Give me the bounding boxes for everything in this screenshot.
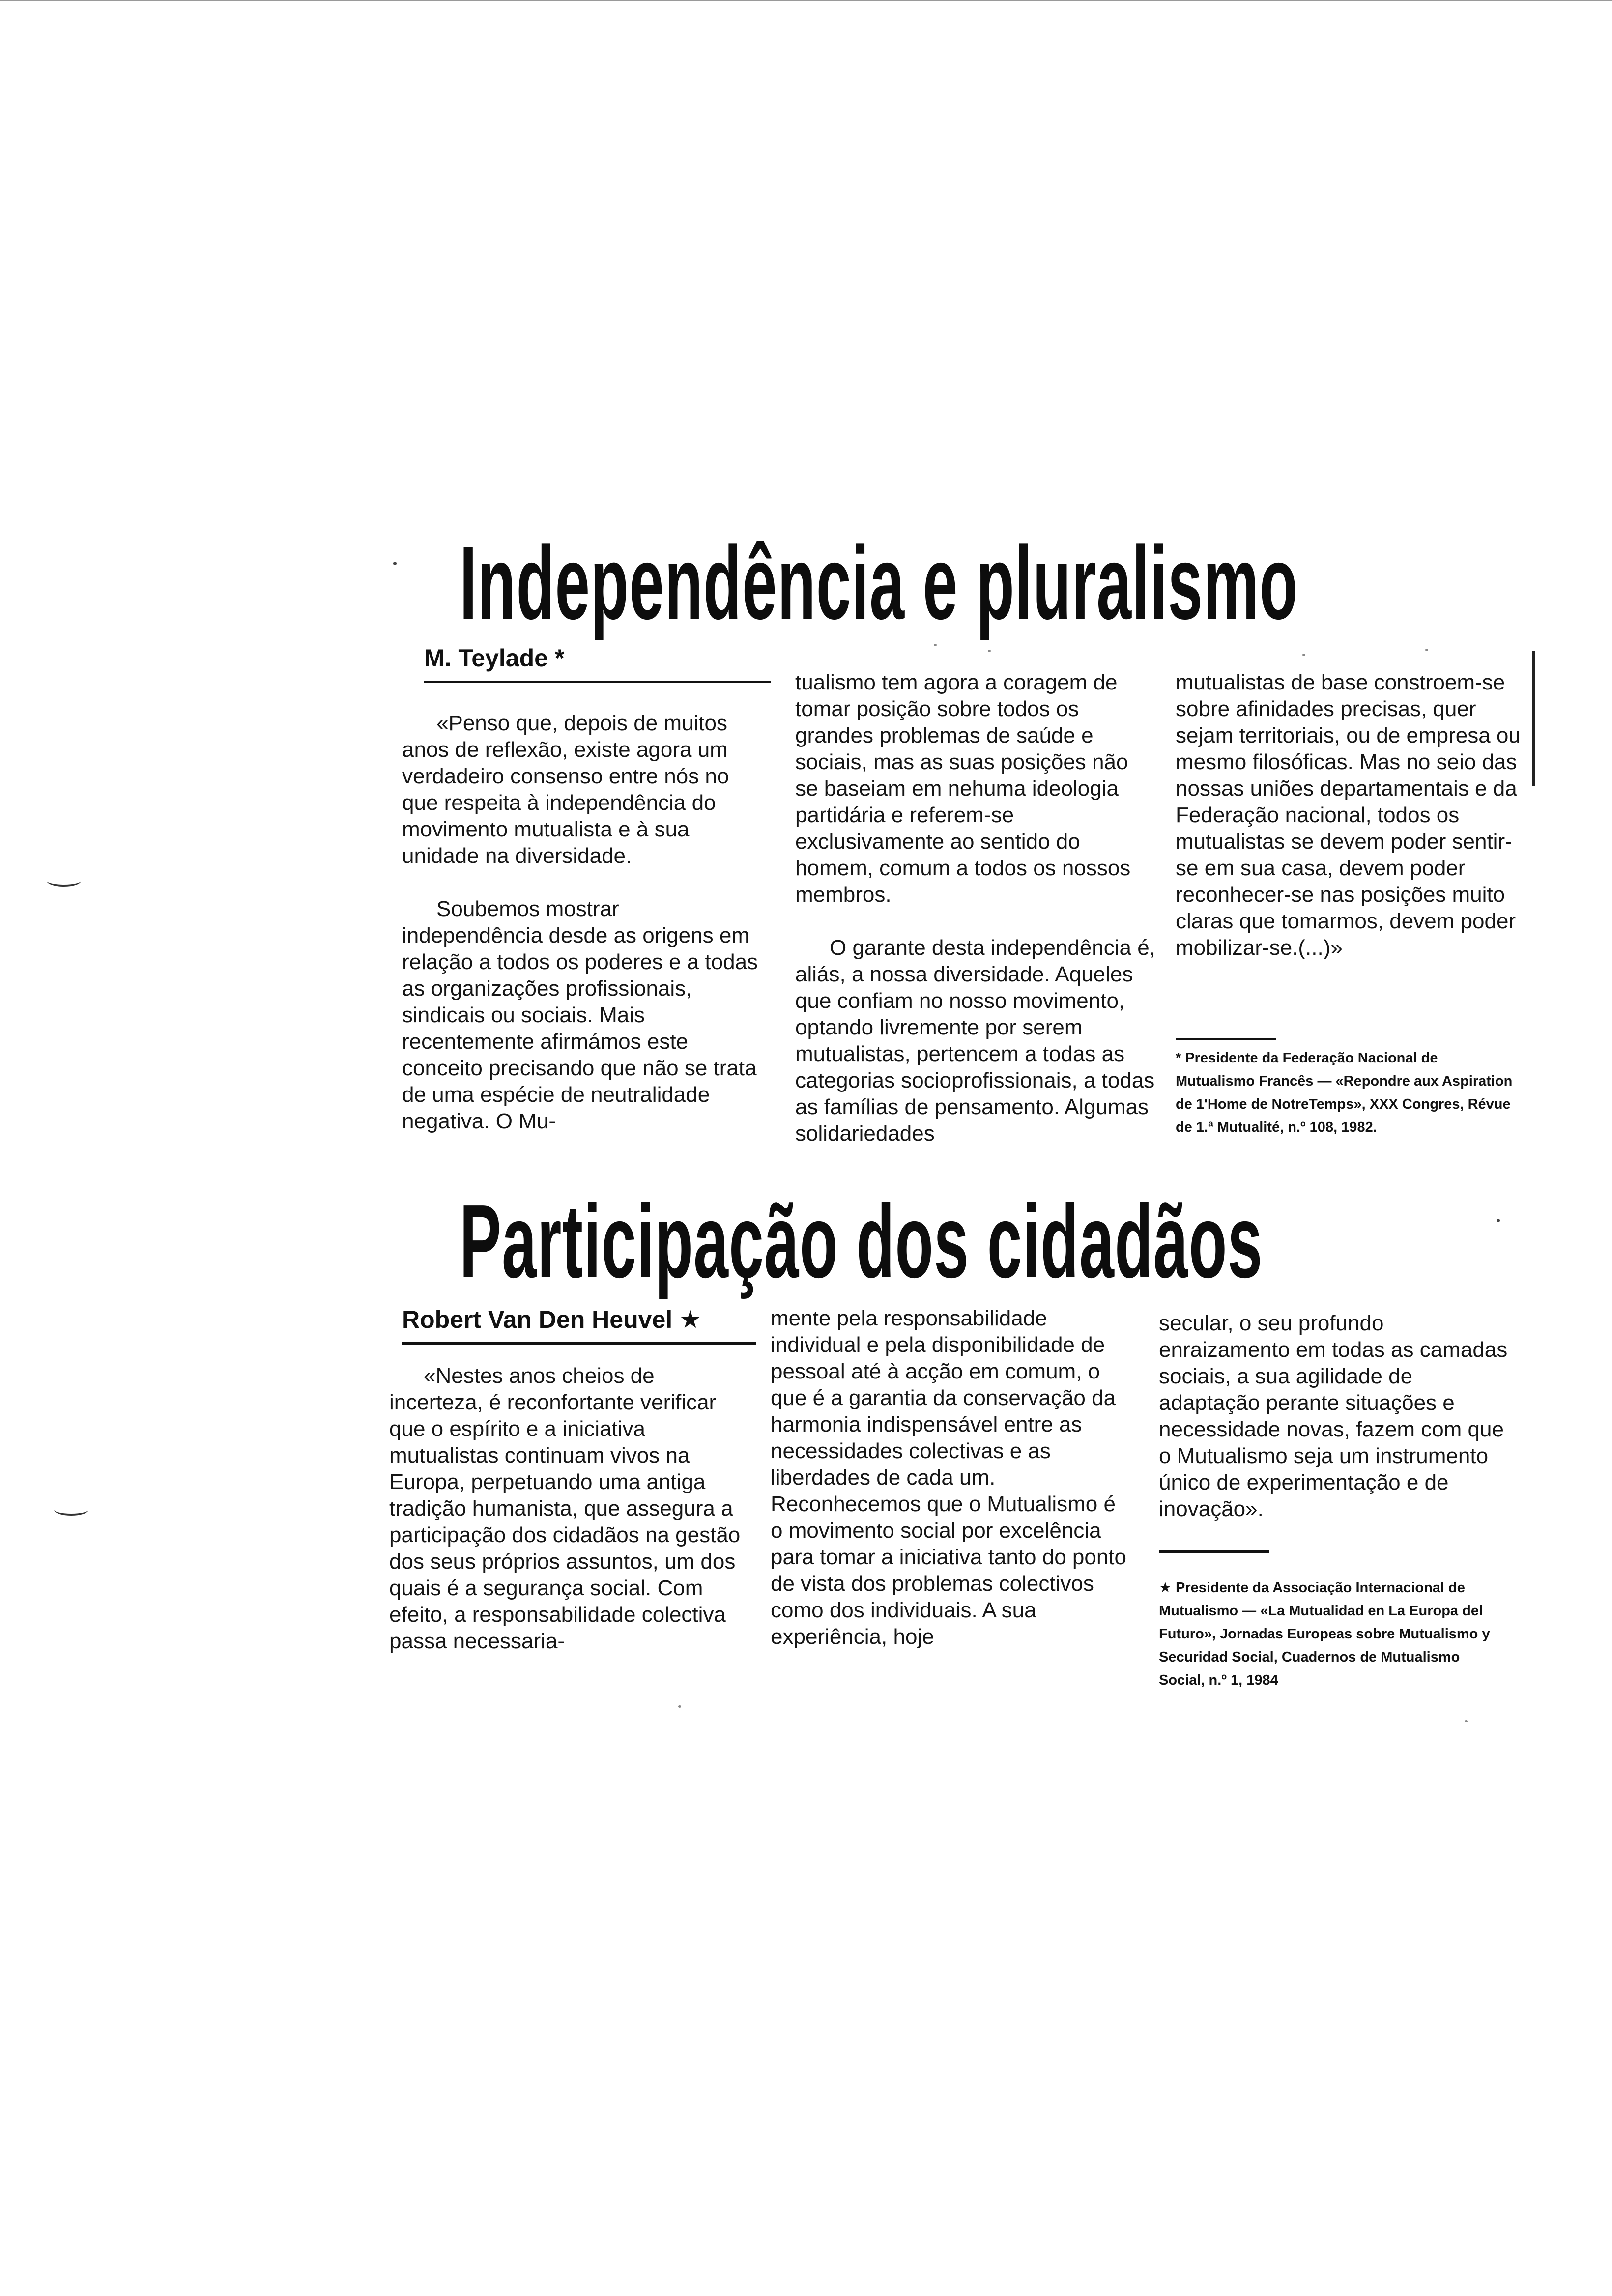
article1-col2-paragraph: tualismo tem agora a coragem de tomar posição sobre todos os grandes problemas de saúde e sociais, mas as suas posições não se baseiam em nehuma ideologia partidária e referem-se exclusivamente ao sentido do homem, comum a todos os nossos membros. — [795, 670, 1131, 907]
article1-headline: Independência e pluralismo — [460, 524, 1298, 641]
article2-author-marker: ★ — [679, 1306, 701, 1333]
article2-headline: Participação dos cidadãos — [460, 1183, 1263, 1299]
scan-speck — [988, 650, 991, 652]
article2-author: Robert Van Den Heuvel — [402, 1306, 673, 1333]
article1-column-3 — [1176, 669, 1529, 988]
article2-col1-paragraph: «Nestes anos cheios de incerteza, é reconfortante verificar que o espírito e a iniciativa mutualistas continuam vivos na Europa, perpetuando uma antiga tradição humanista, que assegura a participação dos cidadãos na gestão dos seus próprios assuntos, um dos quais é a segurança social. Com efeito, a responsabilidade colectiva passa necessaria- — [389, 1364, 741, 1653]
scan-speck — [1425, 649, 1428, 651]
article2-col3-paragraph: secular, o seu profundo enraizamento em todas as camadas sociais, a sua agilidade de adaptação perante situações e necessidade novas, fazem com que o Mutualismo seja um instrumento único de experimentação e de inovação». — [1159, 1311, 1508, 1521]
scan-speck — [934, 644, 937, 646]
article1-author: M. Teylade — [424, 644, 548, 672]
scan-punch-mark-lower — [54, 1504, 88, 1516]
article1-footnote: * Presidente da Federação Nacional de Mutualismo Francês — «Repondre aux Aspiration de 1'Home de NotreTemps», XXX Congres, Révue de 1.ª Mutualité, n.º 108, 1982. — [1176, 1050, 1513, 1135]
scan-speck — [1465, 1720, 1468, 1722]
scan-speck — [1302, 654, 1305, 656]
article1-byline — [424, 645, 771, 683]
article1-col2-paragraph: O garante desta independência é, aliás, a nossa diversidade. Aqueles que confiam no nosso movimento, optando livremente por serem mutualistas, pertencem a todas as categorias socioprofissionais, a todas as famílias de pensamento. Algumas solidariedades — [795, 936, 1155, 1146]
scan-dot — [1497, 1219, 1500, 1222]
scan-punch-mark-upper — [47, 875, 81, 887]
article2-col2-paragraph: mente pela responsabilidade individual e pela disponibilidade de pessoal até à acção em comum, o que é a garantia da conservação da harmonia indispensável entre as necessidades colectivas e as liberdades de cada um. Reconhecemos que o Mutualismo é o movimento social por excelência para tomar a iniciativa tanto do ponto de vista dos problemas colectivos como dos individuais. A sua experiência, hoje — [771, 1306, 1127, 1649]
article2-column-2 — [771, 1305, 1132, 1677]
article1-column-2 — [795, 669, 1156, 1174]
article2-column-1 — [389, 1363, 753, 1681]
article1-col3-paragraph: mutualistas de base constroem-se sobre afinidades precisas, quer sejam territoriais, ou de empresa ou mesmo filosóficas. Mas no seio das nossas uniões departamentais e da Federação nacional, todos os mutualistas se devem poder sentir-se em sua casa, devem poder reconhecer-se nas posições muito claras que tomarmos, devem poder mobilizar-se.(...)» — [1176, 670, 1521, 960]
scan-right-rule — [1532, 651, 1535, 786]
article1-col1-paragraph: Soubemos mostrar independência desde as origens em relação a todos os poderes e a todas as organizações profissionais, sindicais ou sociais. Mais recentemente afirmámos este conceito precisando que não se trata de uma espécie de neutralidade negativa. O Mu- — [402, 897, 758, 1133]
scan-speck — [678, 1705, 681, 1708]
article1-footnote-rule — [1176, 1038, 1276, 1040]
article2-footnote: ★ Presidente da Associação Internacional de Mutualismo — «La Mutualidad en La Europa del Futuro», Jornadas Europeas sobre Mutualismo y Securidad Social, Cuadernos de Mutualismo Social, n.º 1, 1984 — [1159, 1580, 1490, 1688]
article2-footnote-rule — [1159, 1550, 1269, 1553]
scan-dot — [393, 562, 397, 565]
scan-top-edge — [0, 0, 1612, 1]
article2-column-3 — [1159, 1310, 1518, 1549]
article2-byline — [402, 1306, 756, 1345]
article1-column-1 — [402, 710, 763, 1161]
article1-author-marker: * — [554, 644, 565, 672]
article1-col1-paragraph: «Penso que, depois de muitos anos de reflexão, existe agora um verdadeiro consenso entre nós no que respeita à independência do movimento mutualista e à sua unidade na diversidade. — [402, 711, 729, 868]
